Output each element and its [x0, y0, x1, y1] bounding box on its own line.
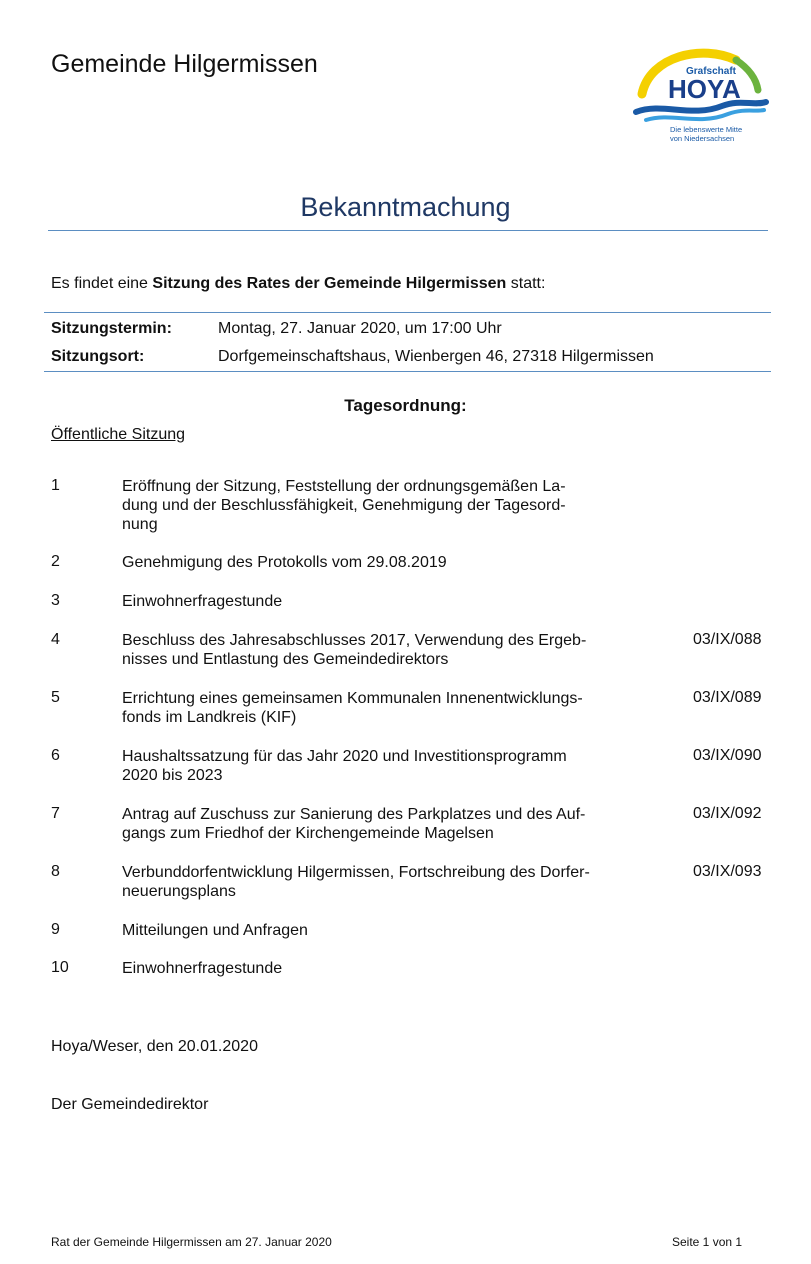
place-and-date: Hoya/Weser, den 20.01.2020	[51, 1038, 258, 1055]
agenda-item-number: 6	[51, 747, 60, 764]
footer-meeting-reference: Rat der Gemeinde Hilgermissen am 27. Januar 2020	[51, 1235, 332, 1249]
agenda-item-line: Errichtung eines gemeinsamen Kommunalen Innenentwicklungs-	[122, 690, 583, 707]
agenda-item-number: 2	[51, 553, 60, 570]
agenda-item-number: 7	[51, 805, 60, 822]
agenda-item-reference: 03/IX/090	[693, 747, 762, 764]
agenda-item-number: 3	[51, 592, 60, 609]
agenda-item-line: Einwohnerfragestunde	[122, 960, 283, 977]
logo-top-text: Grafschaft	[686, 66, 737, 77]
agenda-item-line: Beschluss des Jahresabschlusses 2017, Verwendung des Ergeb-	[122, 632, 587, 649]
agenda-item-line: nung	[122, 516, 158, 533]
meeting-place-value: Dorfgemeinschaftshaus, Wienbergen 46, 27318 Hilgermissen	[218, 348, 654, 365]
meeting-bottom-divider	[44, 371, 771, 372]
agenda-item-number: 5	[51, 689, 60, 706]
agenda-item-text	[122, 631, 622, 669]
agenda-item-text	[122, 553, 622, 572]
intro-suffix: statt:	[506, 275, 546, 292]
meeting-place-label: Sitzungsort:	[51, 348, 145, 365]
agenda-item-text	[122, 921, 622, 940]
public-session-heading: Öffentliche Sitzung	[51, 426, 186, 443]
agenda-item-line: 2020 bis 2023	[122, 767, 223, 784]
agenda-item-text	[122, 592, 622, 611]
agenda-item-line: dung und der Beschlussfähigkeit, Genehmigung der Tagesord-	[122, 497, 566, 514]
agenda-item-line: Verbunddorfentwicklung Hilgermissen, Fortschreibung des Dorfer-	[122, 864, 590, 881]
agenda-item-text	[122, 689, 622, 727]
logo-main-text: HOYA	[668, 74, 741, 104]
intro-sentence	[51, 275, 545, 293]
grafschaft-hoya-logo	[632, 46, 772, 144]
agenda-item-line: Mitteilungen und Anfragen	[122, 922, 308, 939]
meeting-date-label: Sitzungstermin:	[51, 320, 172, 337]
intro-prefix: Es findet eine	[51, 275, 153, 292]
agenda-item-line: neuerungsplans	[122, 883, 236, 900]
agenda-item-reference: 03/IX/093	[693, 863, 762, 880]
title-divider	[48, 230, 768, 231]
agenda-item-text	[122, 959, 622, 978]
intro-emphasis: Sitzung des Rates der Gemeinde Hilgermissen	[152, 275, 507, 292]
agenda-item-line: nisses und Entlastung des Gemeindedirektors	[122, 651, 449, 668]
agenda-item-number: 9	[51, 921, 60, 938]
agenda-item-text	[122, 863, 622, 901]
agenda-item-line: Genehmigung des Protokolls vom 29.08.2019	[122, 554, 447, 571]
meeting-date-value: Montag, 27. Januar 2020, um 17:00 Uhr	[218, 320, 502, 337]
signer: Der Gemeindedirektor	[51, 1096, 209, 1113]
agenda-item-line: Eröffnung der Sitzung, Feststellung der ordnungsgemäßen La-	[122, 478, 566, 495]
agenda-item-text	[122, 747, 622, 785]
agenda-item-number: 4	[51, 631, 60, 648]
agenda-item-reference: 03/IX/089	[693, 689, 762, 706]
agenda-item-number: 1	[51, 477, 60, 494]
agenda-item-text	[122, 477, 622, 534]
agenda-item-text	[122, 805, 622, 843]
agenda-item-number: 8	[51, 863, 60, 880]
agenda-item-line: Einwohnerfragestunde	[122, 593, 283, 610]
agenda-item-line: Haushaltssatzung für das Jahr 2020 und Investitionsprogramm	[122, 748, 567, 765]
logo-graphic	[632, 46, 772, 144]
footer-page-number: Seite 1 von 1	[672, 1235, 743, 1249]
meeting-top-divider	[44, 312, 771, 313]
logo-tagline-1: Die lebenswerte Mitte	[670, 125, 743, 134]
agenda-item-reference: 03/IX/088	[693, 631, 762, 648]
agenda-item-reference: 03/IX/092	[693, 805, 762, 822]
agenda-item-line: Antrag auf Zuschuss zur Sanierung des Parkplatzes und des Auf-	[122, 806, 586, 823]
agenda-item-line: fonds im Landkreis (KIF)	[122, 709, 297, 726]
agenda-item-line: gangs zum Friedhof der Kirchengemeinde Magelsen	[122, 825, 494, 842]
document-title: Bekanntmachung	[300, 192, 511, 222]
agenda-item-number: 10	[51, 959, 69, 976]
logo-tagline-2: von Niedersachsen	[670, 134, 735, 143]
municipality-name: Gemeinde Hilgermissen	[51, 50, 318, 78]
agenda-heading: Tagesordnung:	[344, 396, 467, 415]
